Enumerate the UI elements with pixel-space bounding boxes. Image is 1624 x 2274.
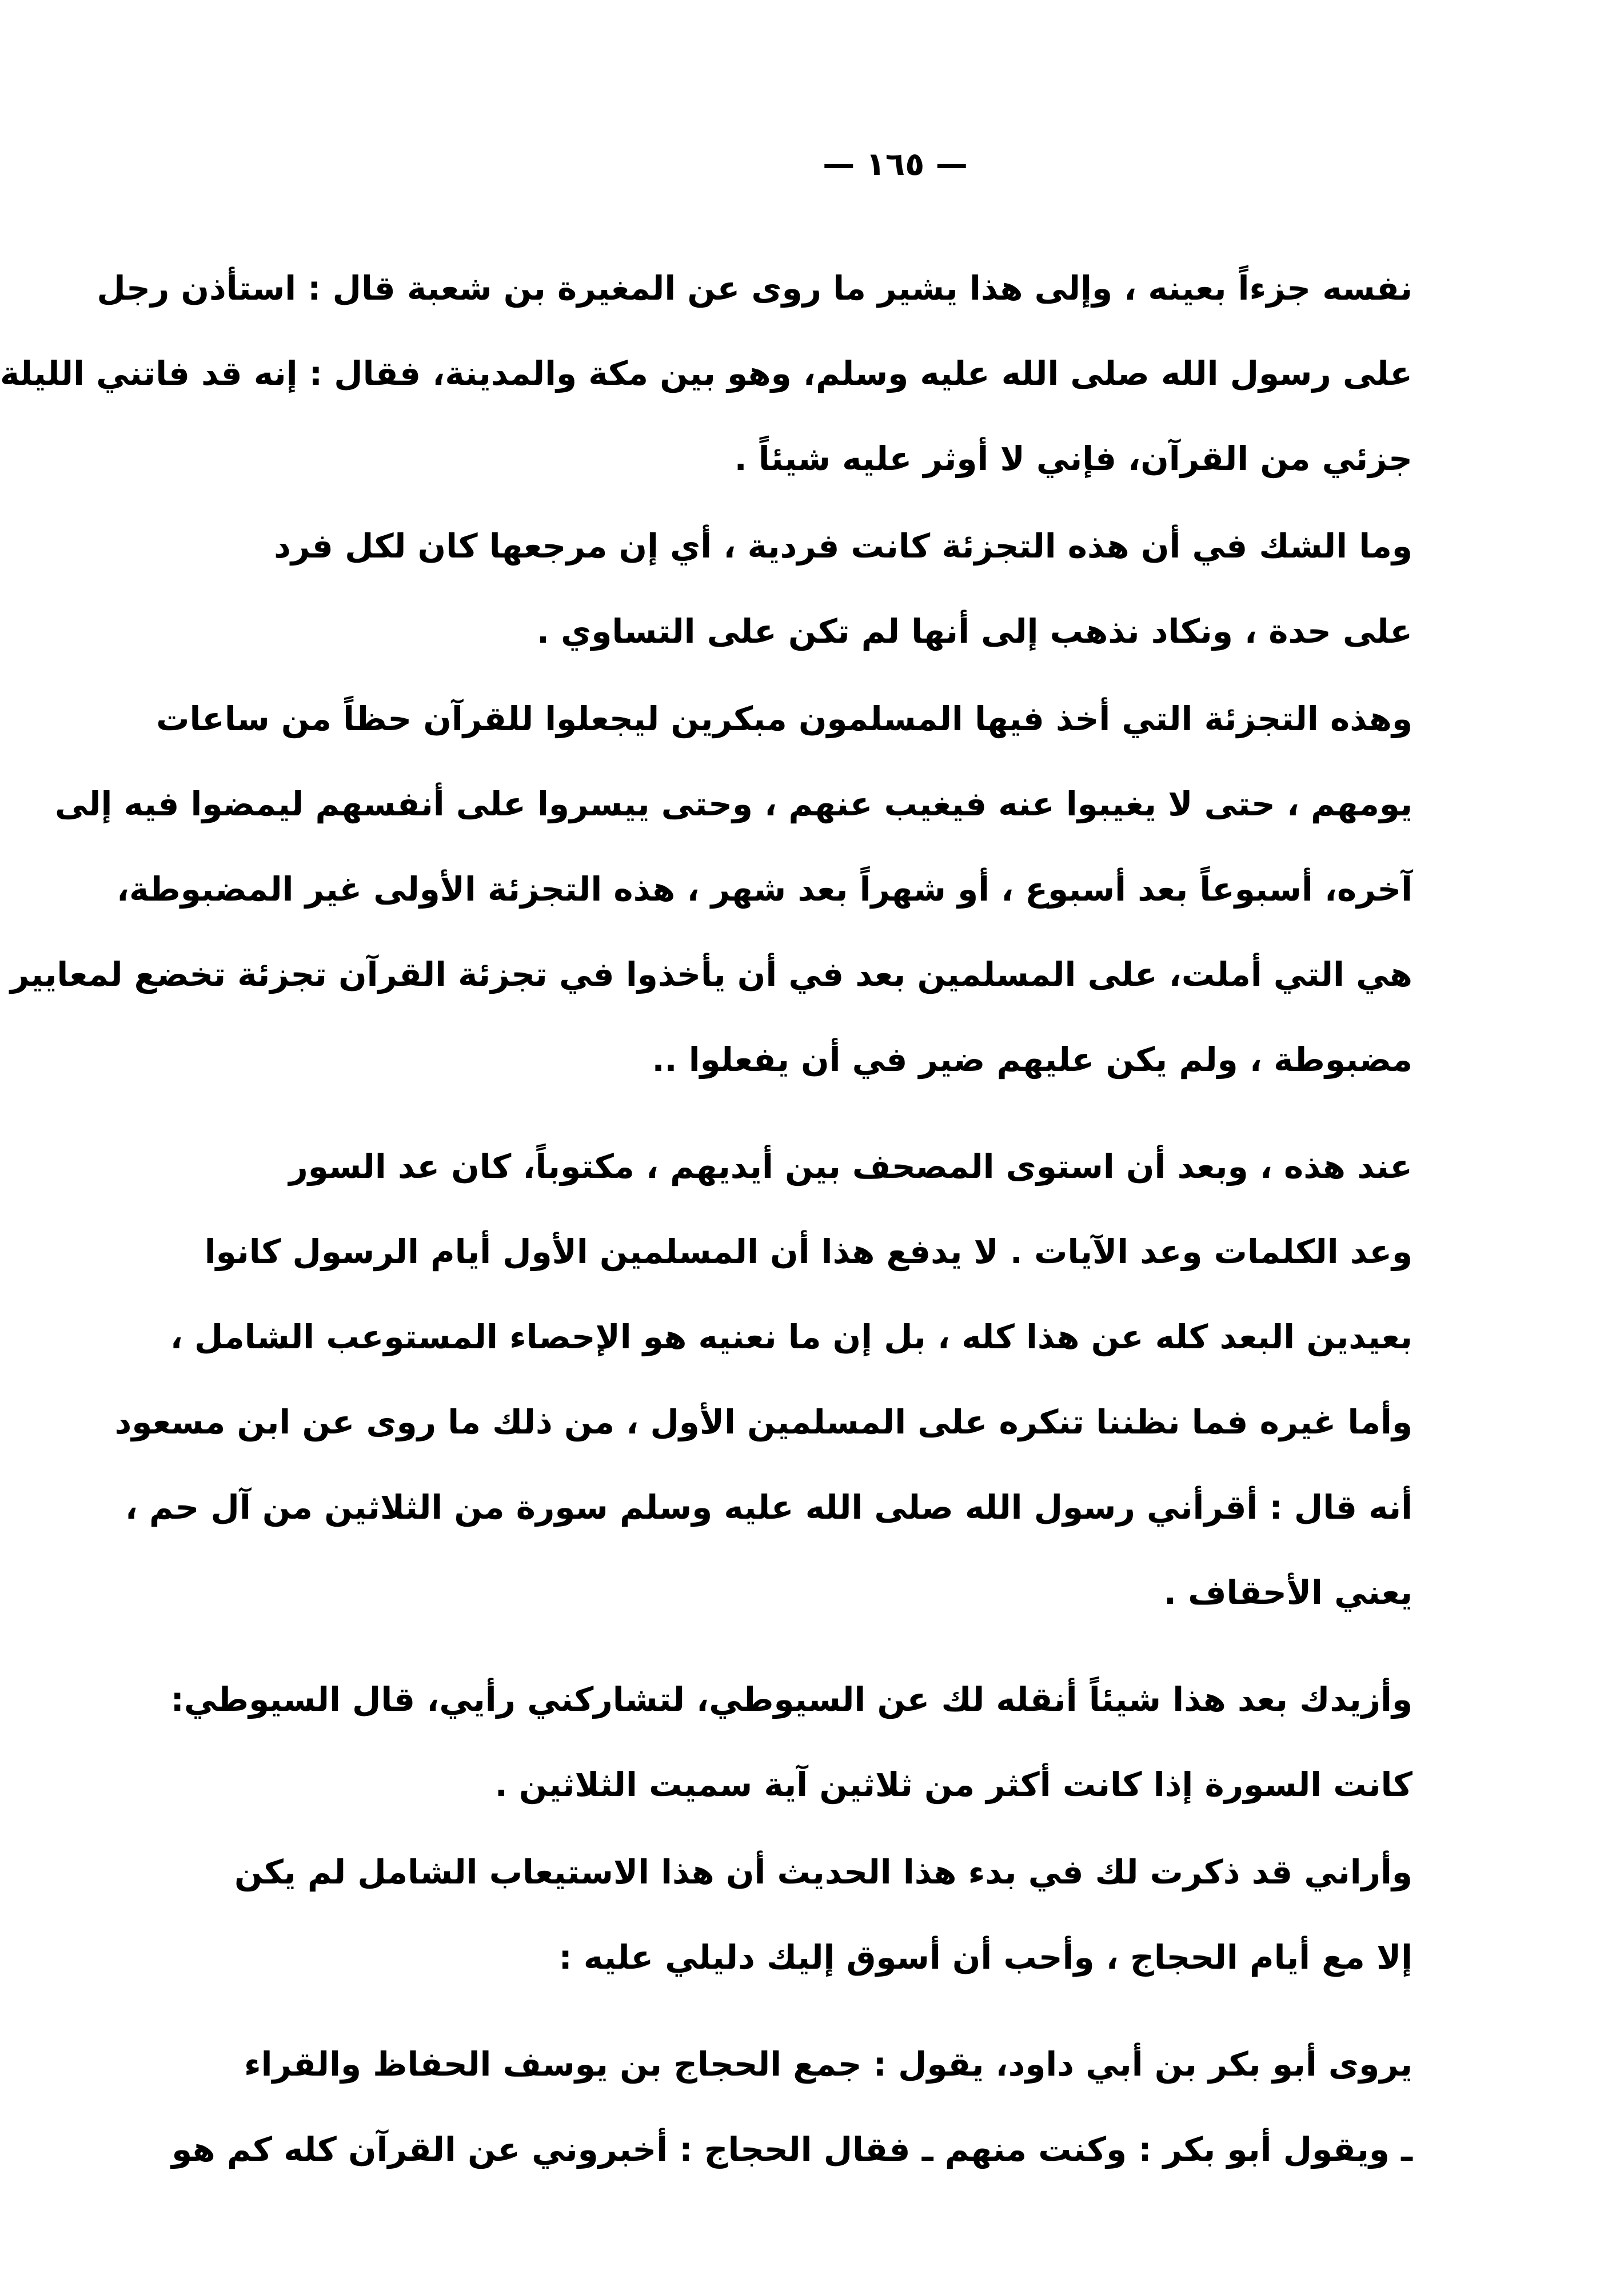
text-line: آخره، أسبوعاً بعد أسبوع ، أو شهراً بعد شهر ، هذه التجزئة الأولى غير المضبوطة،: [116, 870, 1412, 909]
text-line: جزئي من القرآن، فإني لا أوثر عليه شيئاً .: [734, 439, 1412, 478]
text-line: أنه قال : أقرأني رسول الله صلى الله عليه وسلم سورة من الثلاثين من آل حم ،: [125, 1488, 1412, 1527]
text-line: يروى أبو بكر بن أبي داود، يقول : جمع الحجاج بن يوسف الحفاظ والقراء: [244, 2045, 1412, 2084]
text-line: بعيدين البعد كله عن هذا كله ، بل إن ما نعنيه هو الإحصاء المستوعب الشامل ،: [170, 1317, 1412, 1356]
text-line: ـ ويقول أبو بكر : وكنت منهم ـ فقال الحجاج : أخبروني عن القرآن كله كم هو: [171, 2130, 1412, 2169]
text-line: وأما غيره فما نظننا تنكره على المسلمين الأول ، من ذلك ما روى عن ابن مسعود: [114, 1403, 1412, 1441]
text-line: على رسول الله صلى الله عليه وسلم، وهو بين مكة والمدينة، فقال : إنه قد فاتني الليلة: [0, 354, 1412, 393]
text-line: وعد الكلمات وعد الآيات . لا يدفع هذا أن المسلمين الأول أيام الرسول كانوا: [204, 1232, 1412, 1271]
text-line: وأزيدك بعد هذا شيئاً أنقله لك عن السيوطي، لتشاركني رأيي، قال السيوطي:: [170, 1680, 1412, 1719]
body-text: [0, 246, 1412, 2192]
text-line: وما الشك في أن هذه التجزئة كانت فردية ، أي إن مرجعها كان لكل فرد: [274, 527, 1412, 565]
text-line: يومهم ، حتى لا يغيبوا عنه فيغيب عنهم ، وحتى ييسروا على أنفسهم ليمضوا فيه إلى: [55, 784, 1412, 823]
paragraph-1: [0, 246, 1412, 501]
text-line: على حدة ، ونكاد نذهب إلى أنها لم تكن على التساوي .: [536, 612, 1412, 651]
text-line: عند هذه ، وبعد أن استوى المصحف بين أيديهم ، مكتوباً، كان عد السور: [289, 1147, 1412, 1186]
paragraph-2: [274, 504, 1412, 674]
text-line: يعني الأحقاف .: [1163, 1573, 1412, 1612]
text-line: كانت السورة إذا كانت أكثر من ثلاثين آية سميت الثلاثين .: [494, 1765, 1412, 1804]
text-line: وهذه التجزئة التي أخذ فيها المسلمون مبكرين ليجعلوا للقرآن حظاً من ساعات: [156, 699, 1412, 738]
paragraph-6: [234, 1830, 1412, 2000]
paragraph-3: [10, 676, 1412, 1102]
paragraph-4: [114, 1124, 1412, 1635]
text-line: مضبوطة ، ولم يكن عليهم ضير في أن يفعلوا ..: [652, 1040, 1412, 1079]
text-line: إلا مع أيام الحجاج ، وأحب أن أسوق إليك دليلي عليه :: [558, 1938, 1412, 1977]
text-line: هي التي أملت، على المسلمين بعد في أن يأخذوا في تجزئة القرآن تجزئة تخضع لمعايير: [10, 955, 1412, 994]
page-number: — ١٦٥ —: [823, 146, 968, 183]
text-line: وأراني قد ذكرت لك في بدء هذا الحديث أن هذا الاستيعاب الشامل لم يكن: [234, 1853, 1412, 1891]
paragraph-5: [170, 1657, 1412, 1827]
text-line: نفسه جزءاً بعينه ، وإلى هذا يشير ما روى عن المغيرة بن شعبة قال : استأذن رجل: [97, 269, 1412, 308]
paragraph-7: [171, 2022, 1412, 2192]
